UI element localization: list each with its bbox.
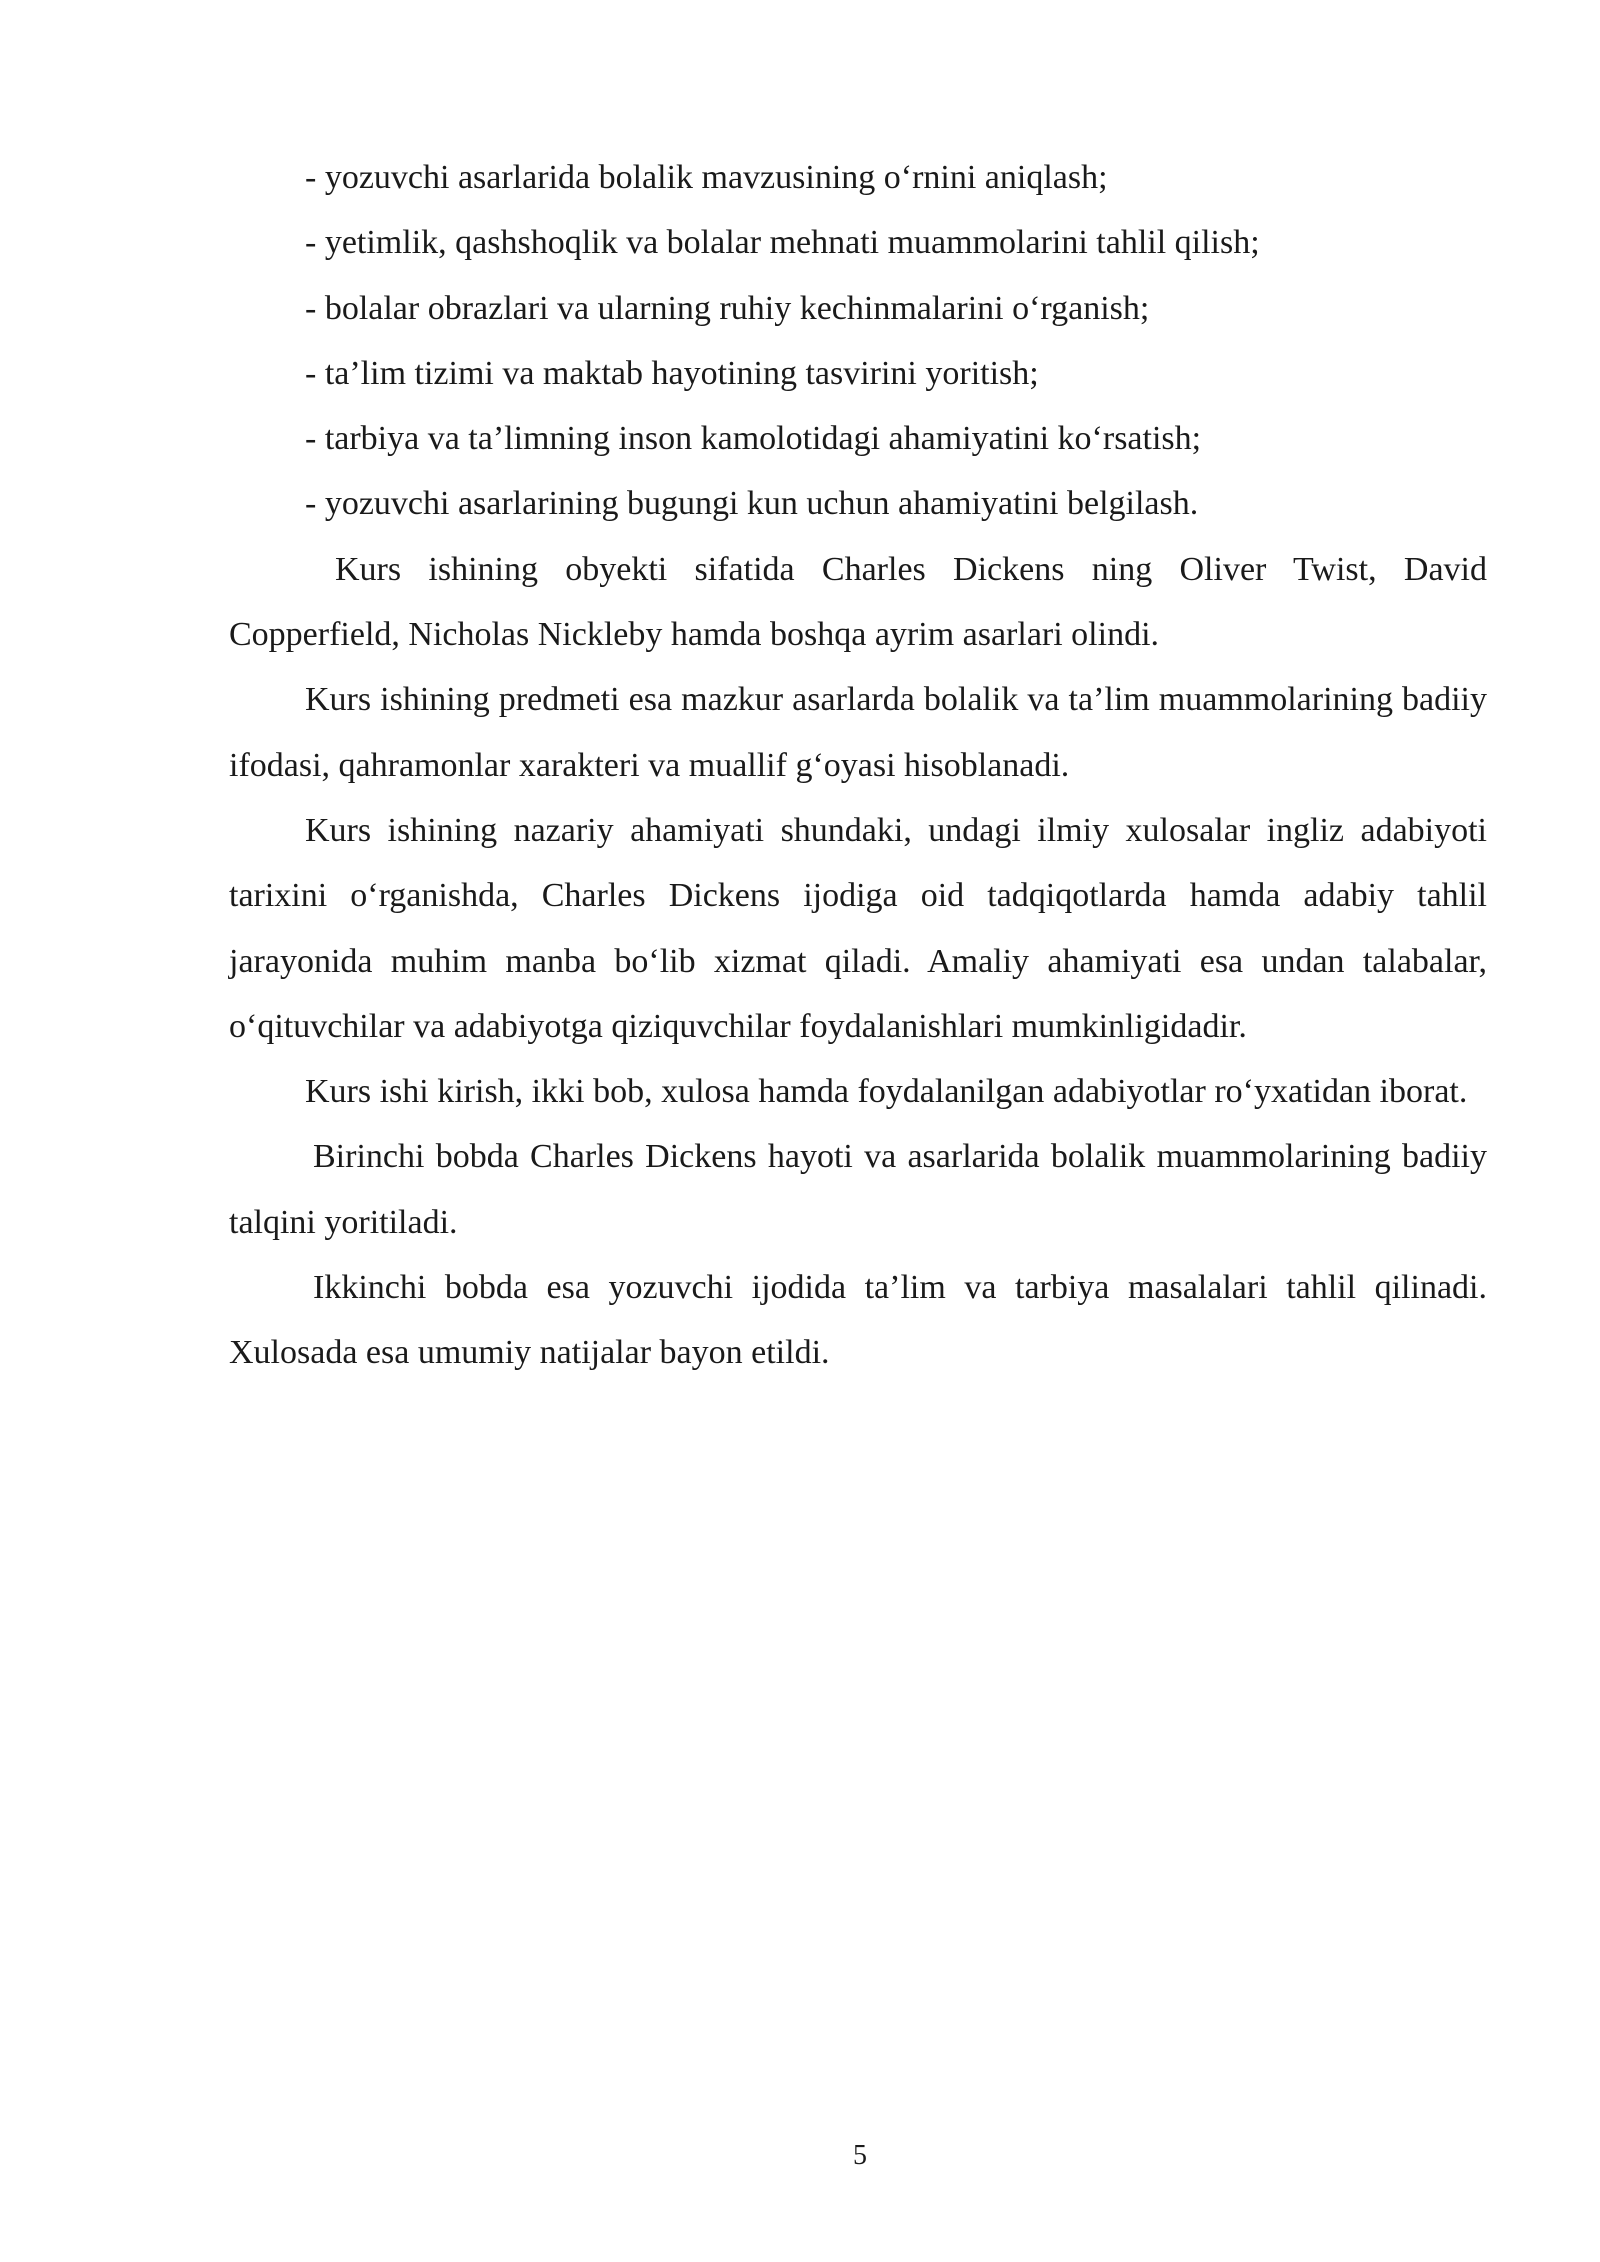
paragraph-significance: Kurs ishining nazariy ahamiyati shundaki, undagi ilmiy xulosalar ingliz adabiyoti tarixini o‘rganishda, Charles Dickens ijodiga oid tadqiqotlarda hamda adabiy tahlil jarayonida muhim manba bo‘lib xizmat qiladi. Amaliy ahamiyati esa undan talabalar, o‘qituvchilar va adabiyotga qiziquvchilar foydalanishlari mumkinligidadir. [229, 811, 1487, 1045]
paragraph-subject: Kurs ishining predmeti esa mazkur asarlarda bolalik va ta’lim muammolarining badiiy ifodasi, qahramonlar xarakteri va muallif g‘oyasi hisoblanadi. [229, 681, 1487, 784]
task-list [229, 145, 1487, 537]
list-item: - yozuvchi asarlarida bolalik mavzusining o‘rnini aniqlash; [305, 159, 1108, 196]
paragraph-chapter-one: Birinchi bobda Charles Dickens hayoti va asarlarida bolalik muammolarining badiiy talqini yoritiladi. [229, 1138, 1487, 1241]
page-number: 5 [853, 2140, 867, 2171]
page-body [229, 145, 1487, 1386]
list-item: - ta’lim tizimi va maktab hayotining tasvirini yoritish; [305, 354, 1039, 392]
list-item: - bolalar obrazlari va ularning ruhiy kechinmalarini o‘rganish; [305, 289, 1150, 327]
list-item: - yozuvchi asarlarining bugungi kun uchun ahamiyatini belgilash. [305, 485, 1199, 523]
paragraph-structure: Kurs ishi kirish, ikki bob, xulosa hamda foydalanilgan adabiyotlar ro‘yxatidan iborat. [305, 1073, 1468, 1111]
paragraph-chapter-two: Ikkinchi bobda esa yozuvchi ijodida ta’lim va tarbiya masalalari tahlil qilinadi. Xulosada esa umumiy natijalar bayon etildi. [229, 1269, 1487, 1372]
paragraph-object: Kurs ishining obyekti sifatida Charles Dickens ning Oliver Twist, David Copperfield, Nicholas Nickleby hamda boshqa ayrim asarlari olindi. [229, 550, 1487, 654]
list-item: - tarbiya va ta’limning inson kamolotidagi ahamiyatini ko‘rsatish; [305, 420, 1202, 458]
list-item: - yetimlik, qashshoqlik va bolalar mehnati muammolarini tahlil qilish; [305, 224, 1260, 262]
